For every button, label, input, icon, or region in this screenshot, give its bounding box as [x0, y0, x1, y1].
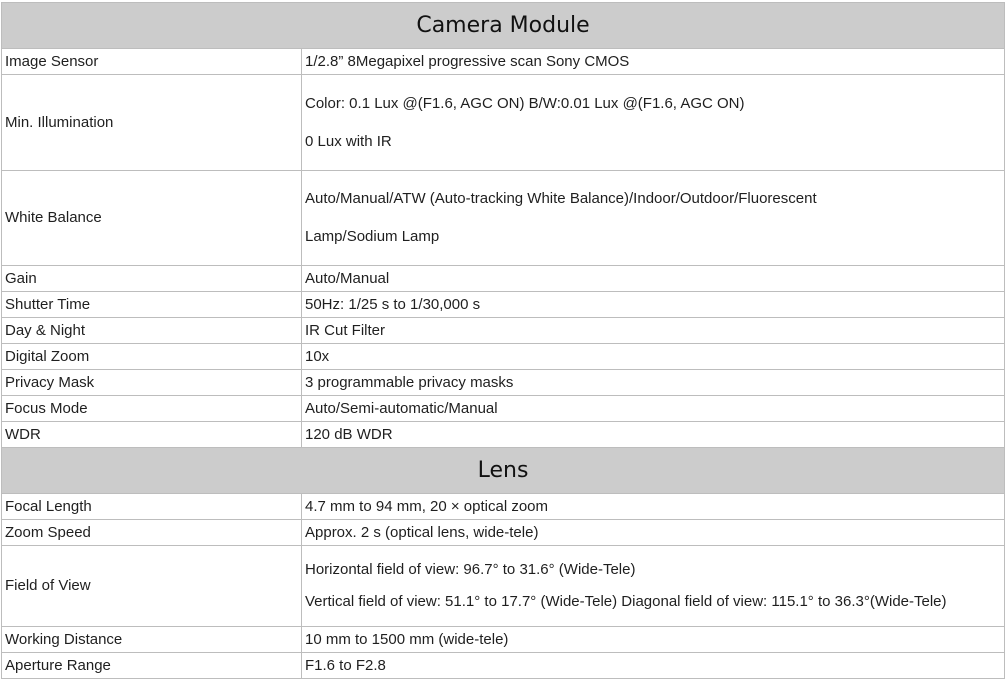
- table-row: [2, 422, 1005, 448]
- spec-label: Min. Illumination: [2, 75, 302, 171]
- spec-value: [302, 546, 1005, 627]
- spec-label: Focal Length: [2, 494, 302, 520]
- spec-value-line: Auto/Manual/ATW (Auto-tracking White Balance)/Indoor/Outdoor/Fluorescent: [305, 190, 817, 207]
- section-header-lens: [2, 448, 1005, 494]
- table-row: [2, 171, 1005, 266]
- spec-value: 10x: [302, 344, 1005, 370]
- table-row: [2, 292, 1005, 318]
- spec-label: Field of View: [2, 546, 302, 627]
- spec-value: IR Cut Filter: [302, 318, 1005, 344]
- spec-label: Day & Night: [2, 318, 302, 344]
- spec-value: [302, 75, 1005, 171]
- spec-label: Shutter Time: [2, 292, 302, 318]
- table-row: [2, 494, 1005, 520]
- table-row: [2, 653, 1005, 679]
- spec-value: Approx. 2 s (optical lens, wide-tele): [302, 520, 1005, 546]
- spec-value: F1.6 to F2.8: [302, 653, 1005, 679]
- spec-value: Auto/Semi-automatic/Manual: [302, 396, 1005, 422]
- spec-label: Image Sensor: [2, 49, 302, 75]
- spec-value: 1/2.8” 8Megapixel progressive scan Sony CMOS: [302, 49, 1005, 75]
- spec-label: Gain: [2, 266, 302, 292]
- spec-value: Auto/Manual: [302, 266, 1005, 292]
- spec-value-line: Vertical field of view: 51.1° to 17.7° (Wide-Tele) Diagonal field of view: 115.1° to 36.3°(Wide-Tele): [305, 593, 947, 610]
- spec-value: 10 mm to 1500 mm (wide-tele): [302, 627, 1005, 653]
- spec-label: WDR: [2, 422, 302, 448]
- spec-value: [302, 171, 1005, 266]
- section-title: Camera Module: [2, 3, 1005, 49]
- table-row: [2, 546, 1005, 627]
- spec-label: Digital Zoom: [2, 344, 302, 370]
- table-row: [2, 627, 1005, 653]
- spec-value-line: Horizontal field of view: 96.7° to 31.6° (Wide-Tele): [305, 561, 636, 578]
- table-row: [2, 75, 1005, 171]
- spec-value: 50Hz: 1/25 s to 1/30,000 s: [302, 292, 1005, 318]
- section-title: Lens: [2, 448, 1005, 494]
- spec-value: 120 dB WDR: [302, 422, 1005, 448]
- table-row: [2, 266, 1005, 292]
- spec-label: Working Distance: [2, 627, 302, 653]
- section-header-camera-module: [2, 3, 1005, 49]
- table-row: [2, 49, 1005, 75]
- spec-label: Aperture Range: [2, 653, 302, 679]
- table-row: [2, 344, 1005, 370]
- table-row: [2, 396, 1005, 422]
- spec-value: 4.7 mm to 94 mm, 20 × optical zoom: [302, 494, 1005, 520]
- spec-value: 3 programmable privacy masks: [302, 370, 1005, 396]
- spec-value-line: 0 Lux with IR: [305, 132, 392, 150]
- table-row: [2, 370, 1005, 396]
- spec-value-line: Color: 0.1 Lux @(F1.6, AGC ON) B/W:0.01 Lux @(F1.6, AGC ON): [305, 94, 745, 112]
- spec-label: White Balance: [2, 171, 302, 266]
- spec-value-line: Lamp/Sodium Lamp: [305, 228, 440, 245]
- spec-label: Zoom Speed: [2, 520, 302, 546]
- spec-table: [1, 2, 1005, 679]
- spec-label: Focus Mode: [2, 396, 302, 422]
- spec-label: Privacy Mask: [2, 370, 302, 396]
- table-row: [2, 318, 1005, 344]
- table-row: [2, 520, 1005, 546]
